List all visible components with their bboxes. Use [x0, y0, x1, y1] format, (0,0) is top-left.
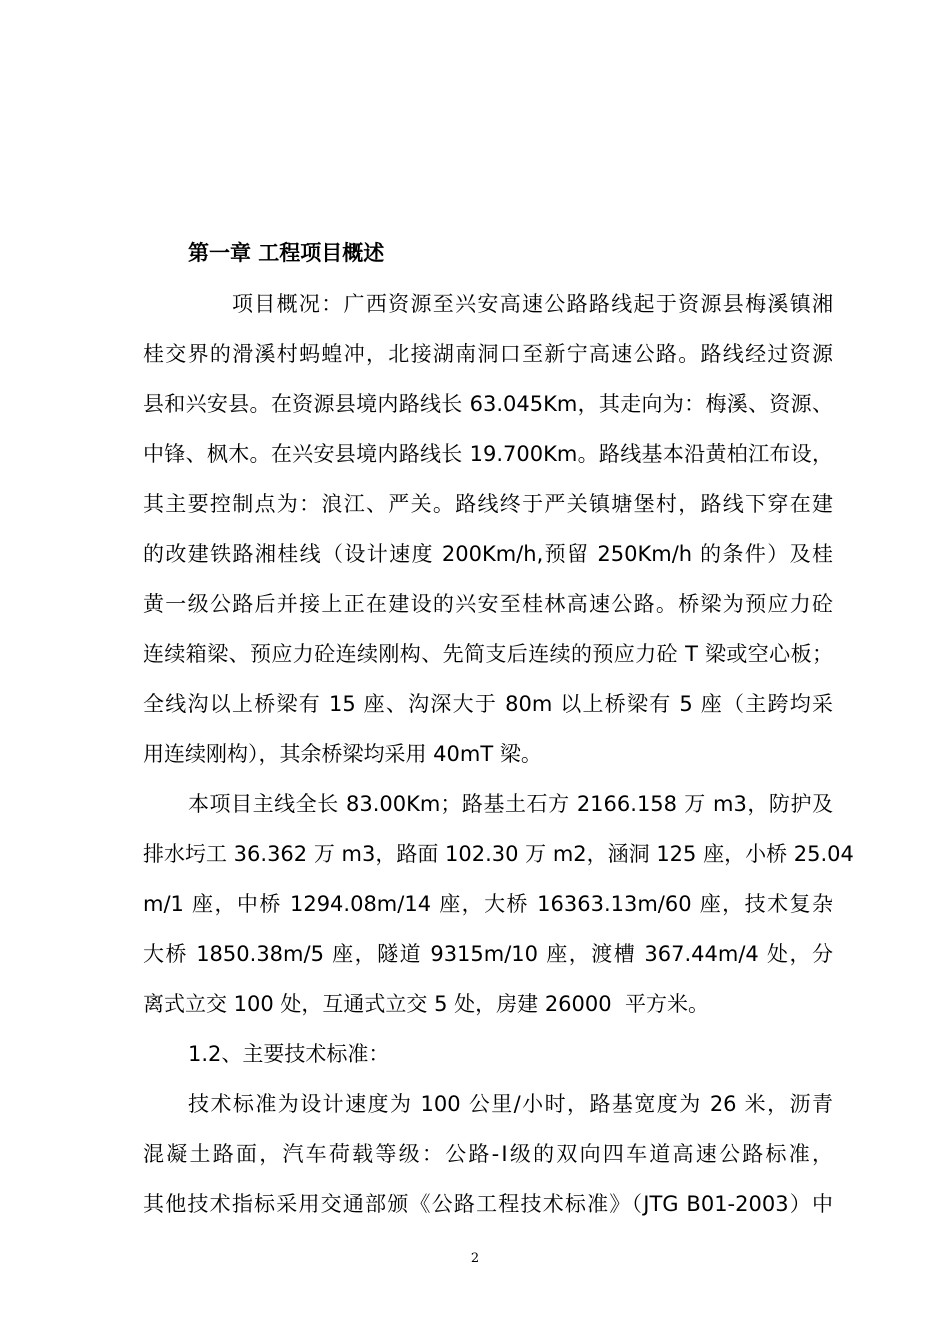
paragraph-line: 混凝土路面，汽车荷载等级：公路-Ⅰ级的双向四车道高速公路标准， — [143, 1142, 833, 1166]
paragraph-line: 县和兴安县。在资源县境内路线长 63.045Km，其走向为：梅溪、资源、 — [143, 392, 833, 416]
paragraph-line: 离式立交 100 处，互通式立交 5 处，房建 26000 平方米。 — [143, 992, 709, 1016]
paragraph-line: 排水圬工 36.362 万 m3，路面 102.30 万 m2，涵洞 125 座，小桥 25.04 — [143, 842, 854, 866]
paragraph-line: 黄一级公路后并接上正在建设的兴安至桂林高速公路。桥梁为预应力砼 — [143, 592, 833, 616]
paragraph-line: 用连续刚构），其余桥梁均采用 40mT 梁。 — [143, 742, 542, 766]
section-heading: 1.2、主要技术标准： — [188, 1042, 390, 1066]
chapter-title: 第一章 工程项目概述 — [188, 241, 385, 265]
paragraph-line: 技术标准为设计速度为 100 公里/小时，路基宽度为 26 米，沥青 — [188, 1092, 833, 1116]
page-number: 2 — [470, 1251, 480, 1266]
paragraph-line: 其主要控制点为：浪江、严关。路线终于严关镇塘堡村，路线下穿在建 — [143, 492, 833, 516]
paragraph-line: 本项目主线全长 83.00Km；路基土石方 2166.158 万 m3，防护及 — [188, 792, 833, 816]
paragraph-line: 大桥 1850.38m/5 座，隧道 9315m/10 座，渡槽 367.44m/4 处，分 — [143, 942, 833, 966]
paragraph-line: 项目概况：广西资源至兴安高速公路路线起于资源县梅溪镇湘 — [232, 292, 833, 316]
paragraph-line: 其他技术指标采用交通部颁《公路工程技术标准》（JTG B01-2003）中 — [143, 1192, 833, 1216]
paragraph-line: m/1 座，中桥 1294.08m/14 座，大桥 16363.13m/60 座，技术复杂 — [143, 892, 833, 916]
paragraph-line: 中锋、枫木。在兴安县境内路线长 19.700Km。路线基本沿黄柏江布设， — [143, 442, 833, 466]
paragraph-line: 全线沟以上桥梁有 15 座、沟深大于 80m 以上桥梁有 5 座（主跨均采 — [143, 692, 833, 716]
paragraph-line: 的改建铁路湘桂线（设计速度 200Km/h,预留 250Km/h 的条件）及桂 — [143, 542, 833, 566]
paragraph-line: 桂交界的滑溪村蚂蝗冲，北接湖南洞口至新宁高速公路。路线经过资源 — [143, 342, 833, 366]
paragraph-line: 连续箱梁、预应力砼连续刚构、先简支后连续的预应力砼 T 梁或空心板； — [143, 642, 833, 666]
